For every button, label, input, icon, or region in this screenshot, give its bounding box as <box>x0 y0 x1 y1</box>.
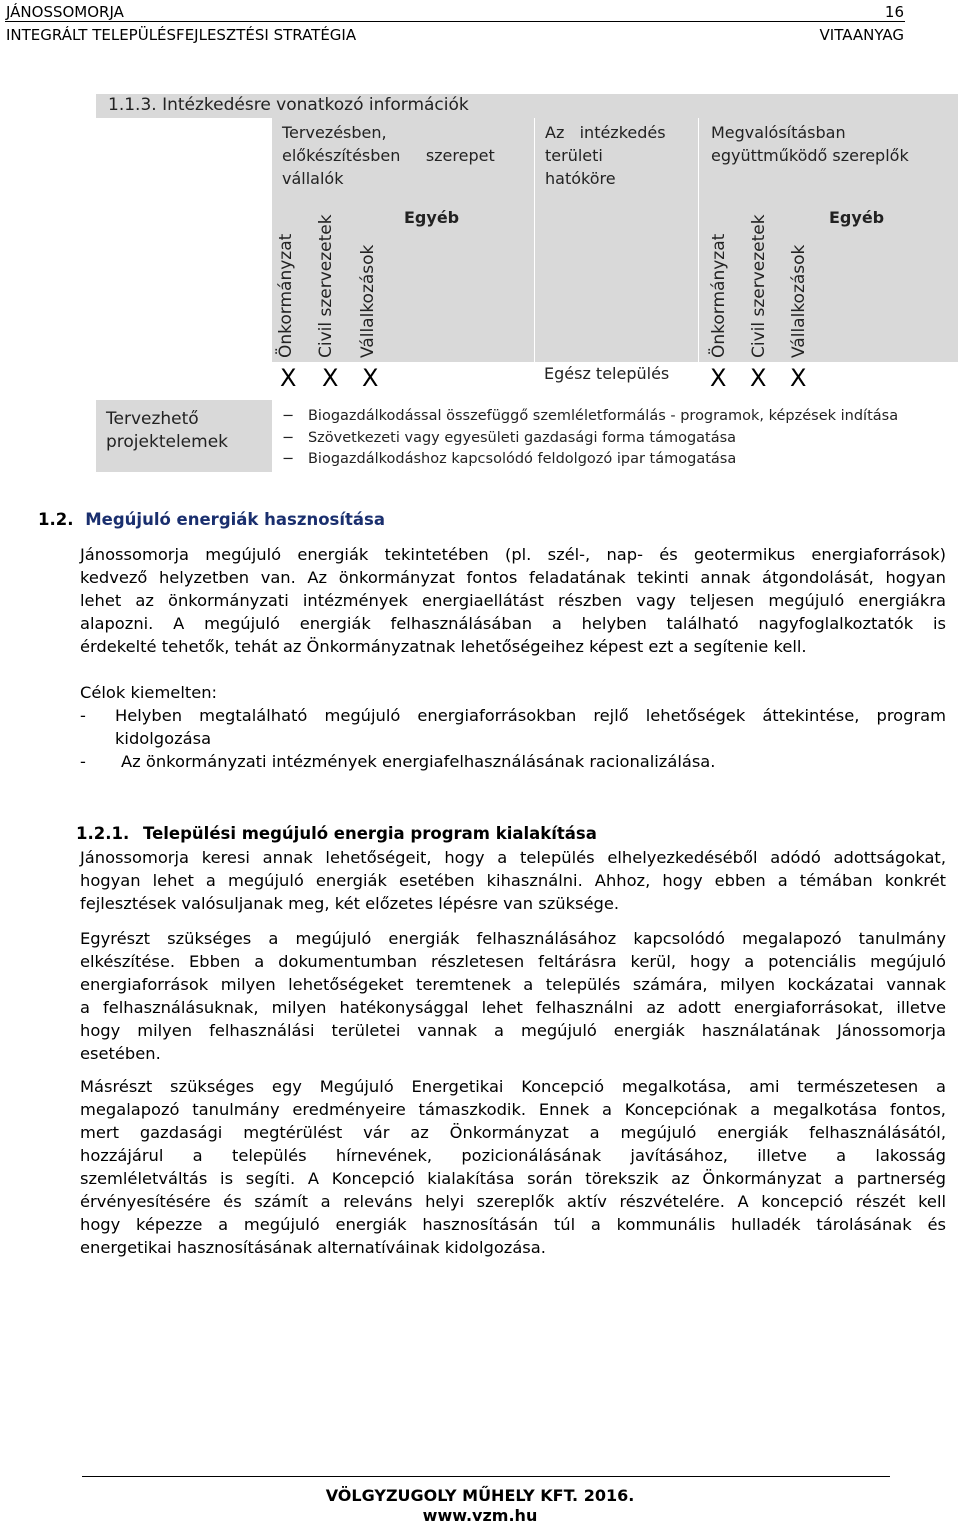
vertical-label: Civil szervezetek <box>749 214 769 358</box>
text-line: hogyan lehet a megújuló energiák esetében kihasználni. Ahhoz, hogy ebben a témában konkrét <box>80 871 946 890</box>
scope-header-line: Az intézkedés <box>545 123 666 142</box>
implementation-subheader <box>698 200 958 362</box>
text-line: mert gazdasági megtérülést vár az Önkormányzat a megújuló energiák felhasználásától, <box>80 1123 946 1142</box>
implementation-header-line: együttműködő szereplők <box>711 146 909 165</box>
scope-header-line: területi <box>545 146 603 165</box>
footer-company: VÖLGYZUGOLY MŰHELY KFT. 2016. <box>325 1486 635 1505</box>
subsection-heading <box>76 824 597 843</box>
text-line: érvényesítésére és számít a releváns helyi szereplők aktív részvételére. A koncepció részét kell <box>80 1192 946 1211</box>
goal-item-cont: kidolgozása <box>115 729 212 748</box>
text-line: hozzájárul a település hírnevének, pozicionálásának javításához, illetve a lakosság <box>80 1146 946 1165</box>
scope-header <box>534 118 698 200</box>
header-title: JÁNOSSOMORJA <box>6 3 124 21</box>
vertical-label: Önkormányzat <box>276 233 296 358</box>
x-mark: X <box>362 364 379 392</box>
text-line: energetikai hasznosításának alternatíváinak kidolgozása. <box>80 1238 546 1257</box>
list-item: − Biogazdálkodáshoz kapcsolódó feldolgozó ipar támogatása <box>282 451 737 467</box>
subsection-paragraph-1 <box>80 846 946 915</box>
footer-url[interactable]: www.vzm.hu <box>422 1506 538 1525</box>
implementation-header-line: Megvalósításban <box>711 123 846 142</box>
other-label: Egyéb <box>404 208 460 227</box>
subsection-paragraph-2 <box>80 927 946 1065</box>
text-line: szemléletváltás is segíti. A Koncepció kialakítása során törekszik az Önkormányzat a partnerség <box>80 1169 946 1188</box>
page-number: 16 <box>884 3 904 21</box>
vertical-label: Vállalkozások <box>789 244 809 358</box>
scope-value: Egész település <box>544 364 670 383</box>
text-line: Másrészt szükséges egy Megújuló Energetikai Koncepció megalkotása, ami természetesen a <box>80 1077 946 1096</box>
table-title-row <box>96 94 958 118</box>
vertical-label: Vállalkozások <box>358 244 378 358</box>
text-line: Jánossomorja megújuló energiák tekintetében (pl. szél-, nap- és geotermikus energiaforrások) <box>80 545 946 564</box>
text-line: megalapozó tanulmány eredményeire támaszkodik. Ennek a Koncepciónak a megalkotása fontos, <box>80 1100 946 1119</box>
footer-divider <box>82 1476 890 1477</box>
project-label-cell <box>96 400 272 472</box>
text-line: kedvező helyzetben van. Az önkormányzat fontos feladatának tekinti annak átgondolását, hogyan <box>80 568 946 587</box>
project-items <box>282 406 898 471</box>
vertical-label: Civil szervezetek <box>316 214 336 358</box>
list-item: − Biogazdálkodással összefüggő szemléletformálás - programok, képzések indítása <box>282 408 899 424</box>
vertical-label: Önkormányzat <box>709 233 729 358</box>
text-line: energiaforrások milyen lehetőségeket teremtenek a település számára, milyen kockázatai vannak <box>80 975 946 994</box>
list-dash: - <box>80 706 86 725</box>
goals-label: Célok kiemelten: <box>80 683 218 702</box>
x-mark: X <box>790 364 807 392</box>
planning-header-line: vállalók <box>282 169 344 188</box>
subsection-title: Települési megújuló energia program kialakítása <box>143 824 597 843</box>
header-subtitle: INTEGRÁLT TELEPÜLÉSFEJLESZTÉSI STRATÉGIA <box>6 26 357 44</box>
planning-header <box>272 118 534 200</box>
section-paragraph <box>80 543 946 658</box>
text-line: érdekelté tehetők, tehát az Önkormányzatnak lehetőségeihez képest ezt a segítenie kell. <box>80 637 807 656</box>
x-mark: X <box>750 364 767 392</box>
implementation-header <box>698 118 958 200</box>
other-label: Egyéb <box>829 208 885 227</box>
text-line: elkészítése. Ebben a dokumentumban részletesen feltárásra kerül, hogy a potenciális megújuló <box>80 952 946 971</box>
subsection-paragraph-3 <box>80 1075 946 1259</box>
goal-item: Helyben megtalálható megújuló energiaforrásokban rejlő lehetőségek áttekintése, program <box>115 706 946 725</box>
project-label-line: Tervezhető <box>106 409 199 429</box>
project-label-line: projektelemek <box>106 432 229 452</box>
section-number: 1.2. <box>38 510 74 529</box>
planning-header-line: előkészítésben szerepet <box>282 146 495 165</box>
planning-subheader <box>272 200 534 362</box>
x-mark: X <box>710 364 727 392</box>
list-item: − Szövetkezeti vagy egyesületi gazdasági forma támogatása <box>282 429 737 446</box>
goal-item: Az önkormányzati intézmények energiafelhasználásának racionalizálása. <box>121 752 716 771</box>
table-title: 1.1.3. Intézkedésre vonatkozó információk <box>108 95 469 115</box>
text-line: alapozni. A megújuló energiák felhasználásában a helyben található nagyfoglalkoztatók is <box>80 614 946 633</box>
scope-header-line: hatóköre <box>545 169 616 188</box>
text-line: Egyrészt szükséges a megújuló energiák felhasználásához kapcsolódó megalapozó tanulmány <box>80 929 946 948</box>
x-mark: X <box>280 364 297 392</box>
x-mark: X <box>322 364 339 392</box>
text-line: hogy milyen felhasználási területei vannak a megújuló energiák használatának Jánossomorja <box>80 1021 946 1040</box>
subsection-number: 1.2.1. <box>76 824 130 843</box>
text-line: lehet az önkormányzati intézmények energiaellátást részben vagy teljesen megújuló energiákra <box>80 591 946 610</box>
text-line: a felhasználásuknak, milyen hatékonysággal lehet felhasználni az adott energiaforrásokat, illetve <box>80 998 946 1017</box>
list-dash: - <box>80 752 86 771</box>
scope-subheader <box>534 200 698 362</box>
section-heading <box>38 510 385 529</box>
text-line: hogy képezze a megújuló energiák hasznosításán túl a kommunális hulladék tárolásának és <box>80 1215 946 1234</box>
header-status: VITAANYAG <box>819 26 904 44</box>
section-title: Megújuló energiák hasznosítása <box>85 510 385 529</box>
text-line: Jánossomorja keresi annak lehetőségeit, hogy a település elhelyezkedéséből adódó adottságokat, <box>80 848 946 867</box>
text-line: fejlesztések valósuljanak meg, két előzetes lépésre van szüksége. <box>80 894 620 913</box>
planning-header-line: Tervezésben, <box>282 123 387 142</box>
measure-info-table <box>96 94 958 472</box>
text-line: esetében. <box>80 1044 161 1063</box>
header-divider <box>5 21 905 22</box>
